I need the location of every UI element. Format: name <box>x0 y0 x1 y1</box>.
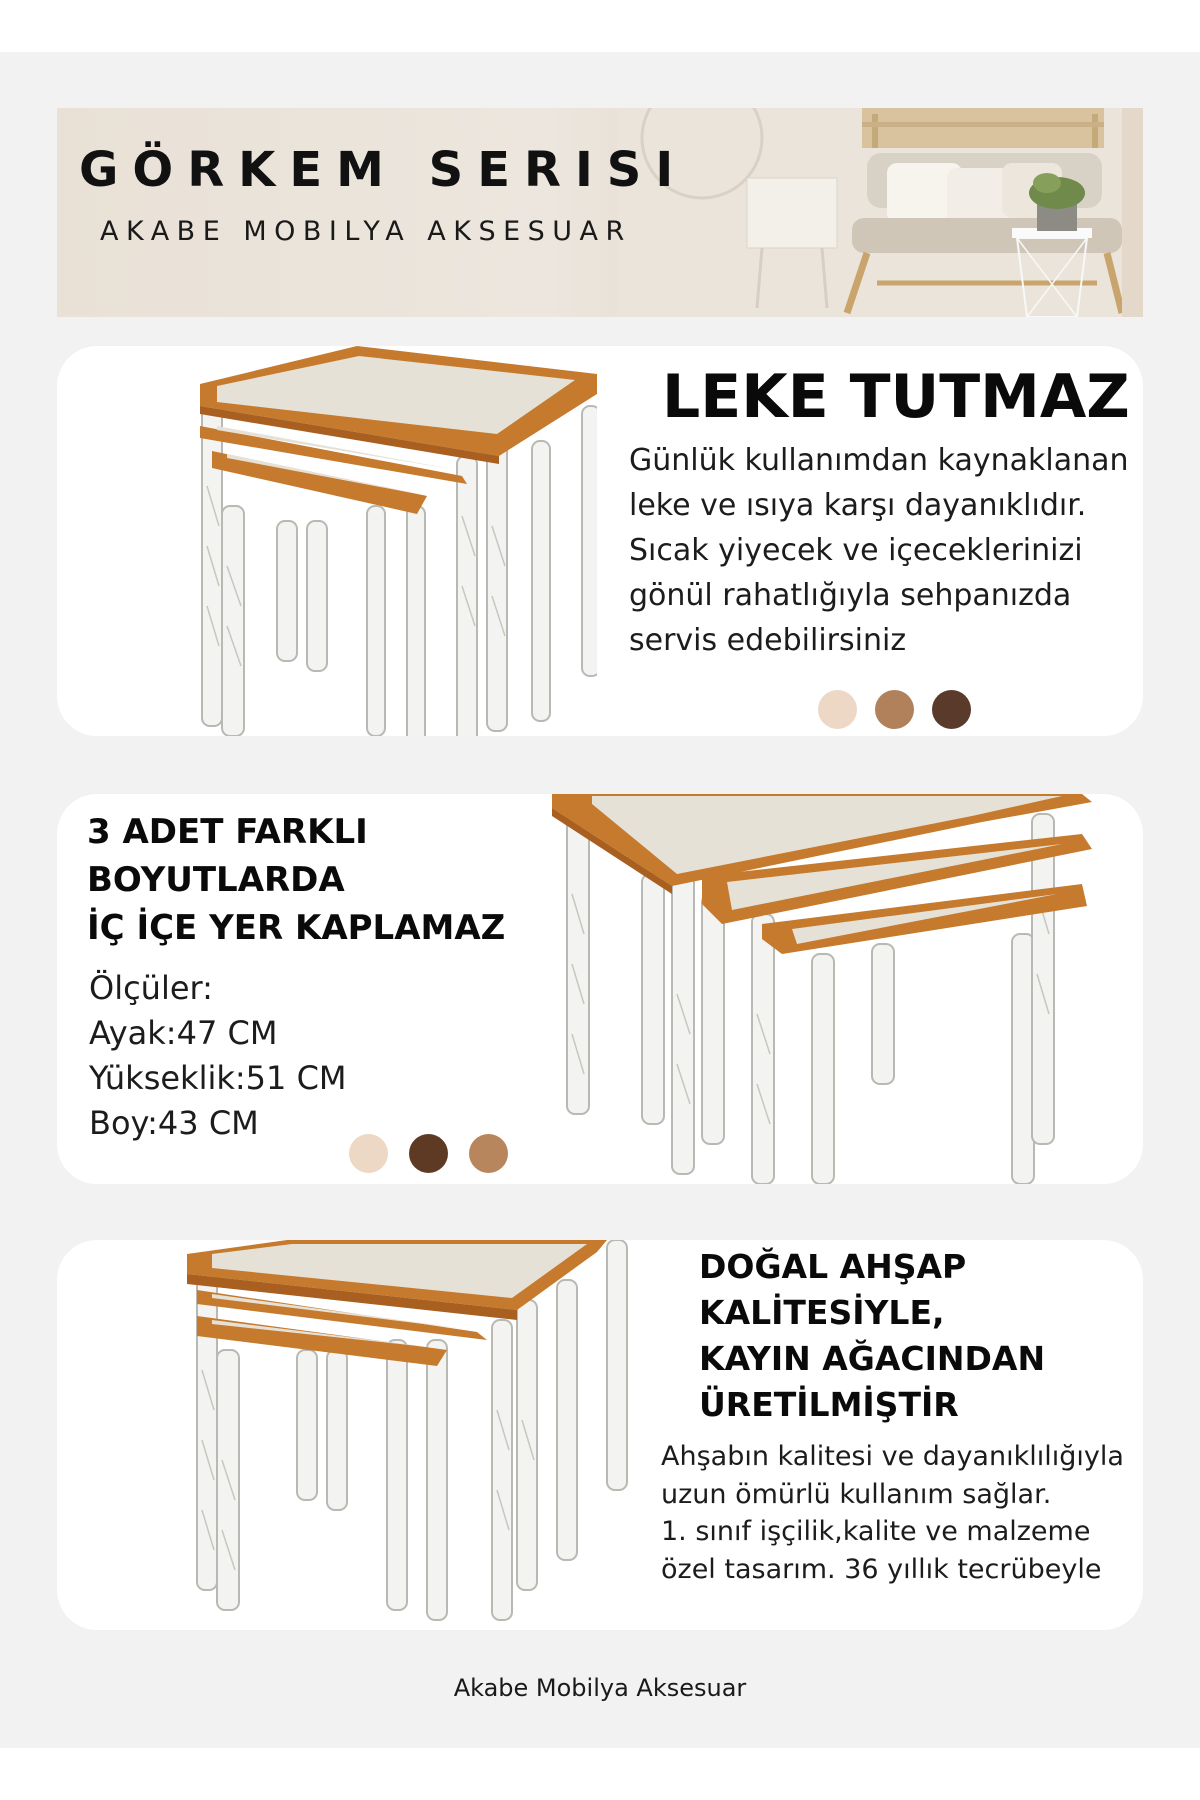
swatch-walnut[interactable] <box>875 690 914 729</box>
nesting-tables-image <box>127 346 597 736</box>
series-title: GÖRKEM SERISI <box>79 142 688 198</box>
natural-wood-card <box>57 1240 1143 1630</box>
spec-label: Ölçüler: <box>89 969 213 1007</box>
card1-color-swatches <box>818 690 971 729</box>
card3-body-line: özel tasarım. 36 yıllık tecrübeyle <box>661 1553 1102 1585</box>
living-room-image <box>617 108 1143 317</box>
swatch-cream[interactable] <box>349 1134 388 1173</box>
card2-heading-line: BOYUTLARDA <box>87 860 345 900</box>
card3-body-line: Ahşabın kalitesi ve dayanıklılığıyla <box>661 1441 1124 1472</box>
card3-body-line: 1. sınıf işçilik,kalite ve malzeme <box>661 1516 1091 1547</box>
card3-body-line: uzun ömürlü kullanım sağlar. <box>661 1478 1052 1510</box>
hero-banner <box>57 108 1143 317</box>
card3-heading <box>699 1244 1139 1428</box>
spec-height: Yükseklik:51 CM <box>89 1059 347 1097</box>
stain-resistant-card <box>57 346 1143 736</box>
card1-heading: LEKE TUTMAZ <box>662 362 1130 432</box>
brand-subtitle: AKABE MOBILYA AKSESUAR <box>100 216 632 247</box>
card2-heading-line: İÇ İÇE YER KAPLAMAZ <box>87 908 506 948</box>
nesting-tables-image <box>117 1240 637 1630</box>
card3-description <box>661 1438 1141 1588</box>
card1-description: Günlük kullanımdan kaynaklanan leke ve ısıya karşı dayanıklıdır. Sıcak yiyecek ve içeceklerinizi gönül rahatlığıyla sehpanızda servis edebilirsiniz <box>629 443 1129 658</box>
card3-heading-line: ÜRETİLMİŞTİR <box>699 1385 959 1424</box>
swatch-dark-brown[interactable] <box>409 1134 448 1173</box>
card2-heading <box>87 808 567 952</box>
spec-length: Boy:43 CM <box>89 1104 259 1142</box>
swatch-walnut[interactable] <box>469 1134 508 1173</box>
card3-heading-line: KAYIN AĞACINDAN <box>699 1339 1046 1378</box>
dimension-specs <box>89 966 509 1146</box>
footer-brand: Akabe Mobilya Aksesuar <box>453 1674 747 1702</box>
card2-heading-line: 3 ADET FARKLI <box>87 812 368 852</box>
card3-heading-line: DOĞAL AHŞAP <box>699 1247 967 1286</box>
spec-leg: Ayak:47 CM <box>89 1014 278 1052</box>
card2-color-swatches <box>349 1134 508 1173</box>
nesting-sizes-card <box>57 794 1143 1184</box>
swatch-cream[interactable] <box>818 690 857 729</box>
nesting-tables-image <box>552 794 1112 1184</box>
card3-heading-line: KALİTESİYLE, <box>699 1293 945 1332</box>
swatch-dark-brown[interactable] <box>932 690 971 729</box>
